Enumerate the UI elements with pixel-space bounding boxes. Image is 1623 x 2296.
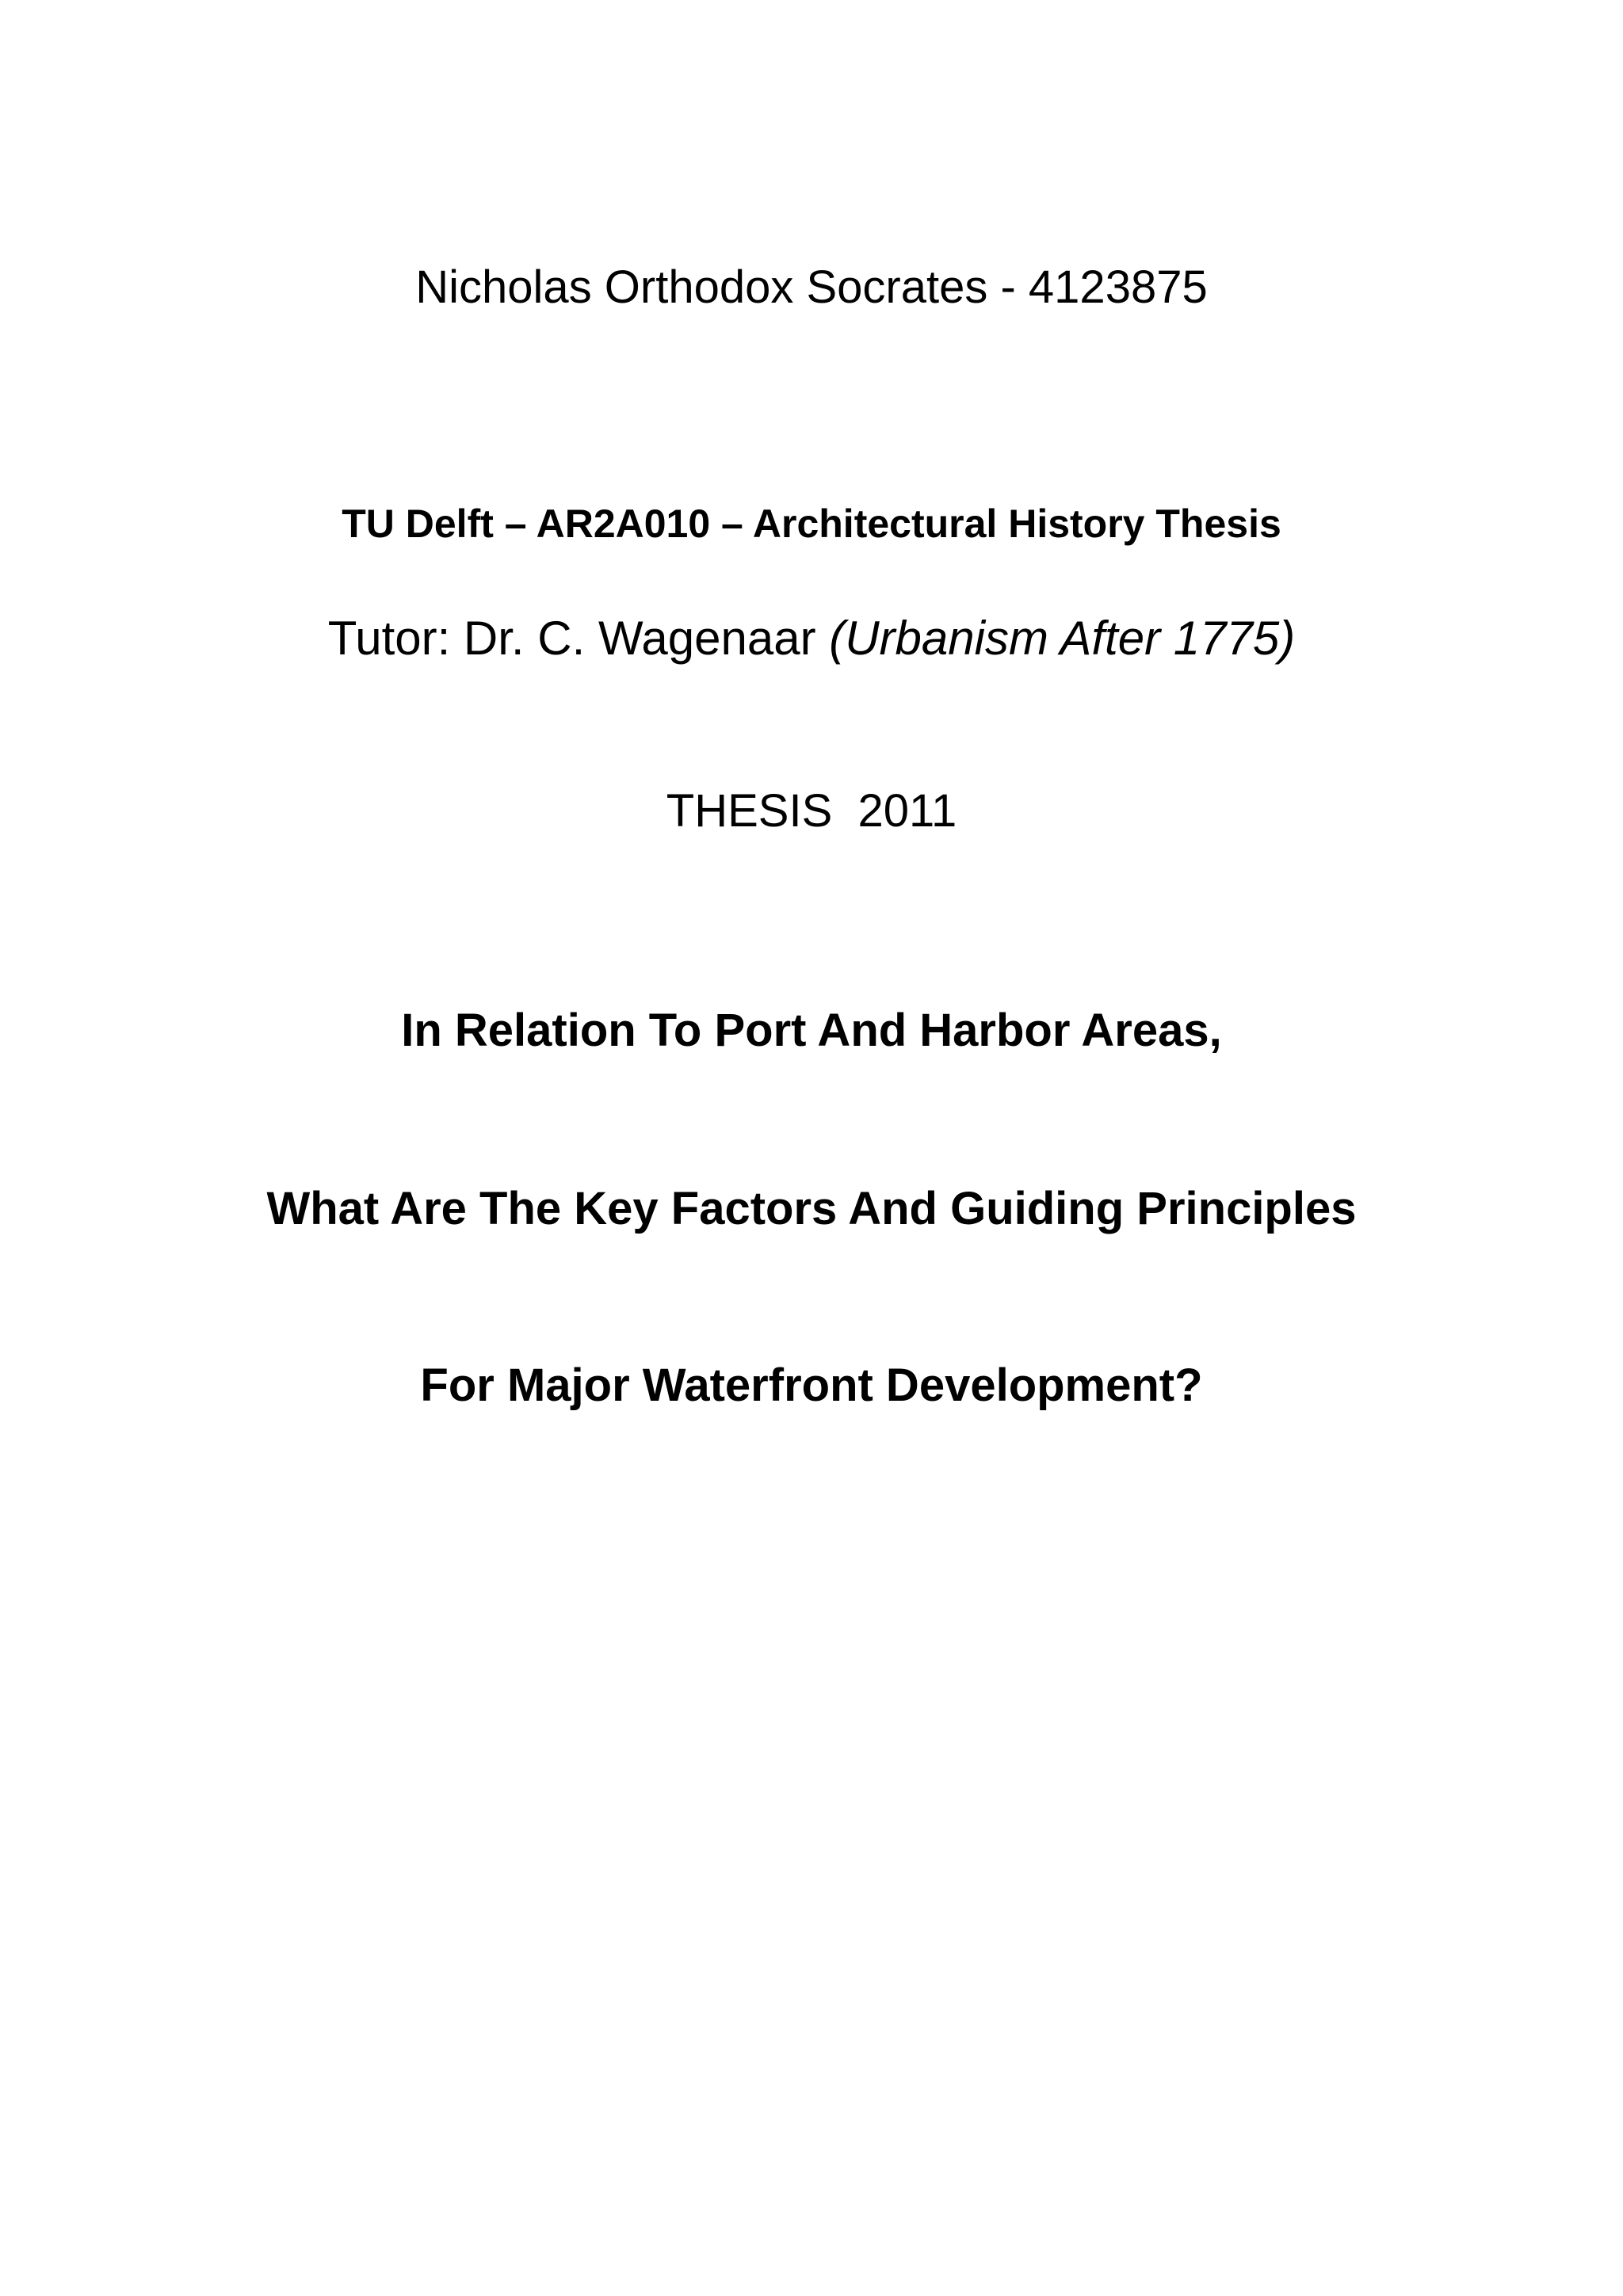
- author-line: Nicholas Orthodox Socrates - 4123875: [415, 261, 1208, 313]
- course-line: TU Delft – AR2A010 – Architectural History Thesis: [342, 502, 1281, 546]
- thesis-year: THESIS 2011: [666, 785, 957, 837]
- thesis-title-line-2: What Are The Key Factors And Guiding Principles: [266, 1183, 1357, 1234]
- tutor-label: Tutor: Dr. C. Wagenaar: [327, 612, 830, 665]
- tutor-line: [0, 612, 1623, 665]
- tutor-subject: (Urbanism After 1775): [829, 612, 1296, 665]
- thesis-title-line-1: In Relation To Port And Harbor Areas,: [401, 1005, 1222, 1056]
- thesis-title-line-3: For Major Waterfront Development?: [420, 1360, 1203, 1411]
